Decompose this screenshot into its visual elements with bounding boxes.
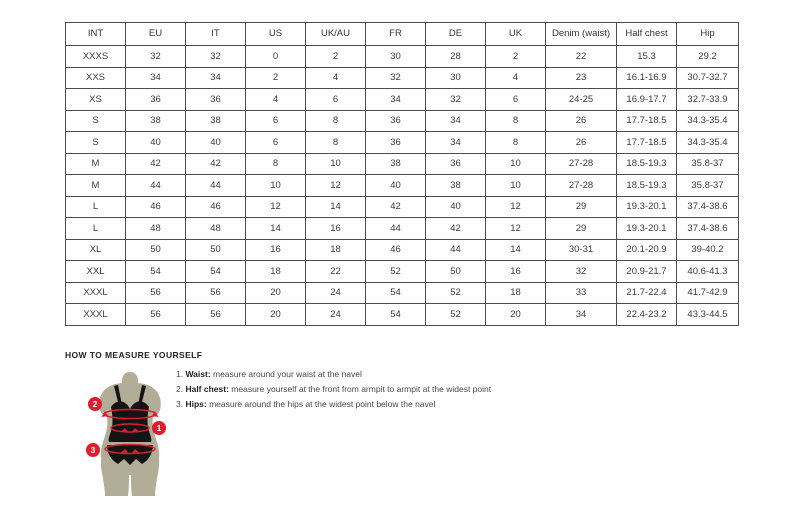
size-value-cell: 16.1-16.9: [617, 67, 677, 89]
size-value-cell: 34.3-35.4: [677, 132, 739, 154]
size-value-cell: 34: [546, 304, 617, 326]
measure-step: [176, 369, 491, 379]
size-value-cell: 24: [306, 304, 366, 326]
step-text: measure around the hips at the widest point below the navel: [206, 399, 436, 409]
size-value-cell: 2: [486, 46, 546, 68]
size-value-cell: 34: [426, 132, 486, 154]
size-label-cell: XXXL: [66, 282, 126, 304]
size-value-cell: 21.7-22.4: [617, 282, 677, 304]
size-value-cell: 27-28: [546, 175, 617, 197]
size-label-cell: XXS: [66, 67, 126, 89]
size-value-cell: 34: [426, 110, 486, 132]
size-value-cell: 8: [306, 110, 366, 132]
table-row: [66, 132, 739, 154]
size-value-cell: 18.5-19.3: [617, 175, 677, 197]
size-value-cell: 28: [426, 46, 486, 68]
size-value-cell: 22.4-23.2: [617, 304, 677, 326]
size-label-cell: S: [66, 110, 126, 132]
column-header: US: [246, 23, 306, 46]
size-value-cell: 40.6-41.3: [677, 261, 739, 283]
size-value-cell: 16.9-17.7: [617, 89, 677, 111]
table-row: [66, 175, 739, 197]
table-row: [66, 239, 739, 261]
size-value-cell: 6: [486, 89, 546, 111]
size-label-cell: M: [66, 175, 126, 197]
size-value-cell: 38: [186, 110, 246, 132]
size-value-cell: 17.7-18.5: [617, 132, 677, 154]
size-value-cell: 36: [126, 89, 186, 111]
table-row: [66, 218, 739, 240]
table-row: [66, 67, 739, 89]
size-value-cell: 46: [186, 196, 246, 218]
measure-step: [176, 399, 491, 409]
size-value-cell: 19.3-20.1: [617, 196, 677, 218]
measure-steps-list: [176, 369, 491, 414]
size-value-cell: 42: [426, 218, 486, 240]
step-label: Hips:: [185, 399, 207, 409]
size-value-cell: 12: [486, 196, 546, 218]
size-value-cell: 20: [486, 304, 546, 326]
size-value-cell: 35.8-37: [677, 175, 739, 197]
size-value-cell: 32: [366, 67, 426, 89]
size-value-cell: 2: [246, 67, 306, 89]
size-value-cell: 34.3-35.4: [677, 110, 739, 132]
size-value-cell: 40: [366, 175, 426, 197]
size-value-cell: 41.7-42.9: [677, 282, 739, 304]
badge-hip-number: 3: [90, 445, 96, 455]
size-value-cell: 10: [486, 175, 546, 197]
size-value-cell: 2: [306, 46, 366, 68]
size-value-cell: 26: [546, 132, 617, 154]
size-value-cell: 34: [186, 67, 246, 89]
column-header: FR: [366, 23, 426, 46]
size-value-cell: 14: [486, 239, 546, 261]
size-value-cell: 12: [306, 175, 366, 197]
size-value-cell: 46: [126, 196, 186, 218]
size-value-cell: 38: [426, 175, 486, 197]
size-value-cell: 38: [366, 153, 426, 175]
size-value-cell: 18.5-19.3: [617, 153, 677, 175]
size-value-cell: 17.7-18.5: [617, 110, 677, 132]
size-value-cell: 16: [486, 261, 546, 283]
size-value-cell: 29: [546, 196, 617, 218]
measure-section-title: HOW TO MEASURE YOURSELF: [65, 350, 203, 360]
size-value-cell: 20: [246, 282, 306, 304]
size-value-cell: 44: [426, 239, 486, 261]
size-value-cell: 52: [366, 261, 426, 283]
size-label-cell: L: [66, 196, 126, 218]
size-value-cell: 32: [426, 89, 486, 111]
size-value-cell: 34: [126, 67, 186, 89]
column-header: UK: [486, 23, 546, 46]
size-value-cell: 42: [366, 196, 426, 218]
size-value-cell: 56: [186, 282, 246, 304]
size-value-cell: 20.9-21.7: [617, 261, 677, 283]
size-value-cell: 50: [186, 239, 246, 261]
size-value-cell: 6: [246, 132, 306, 154]
size-value-cell: 54: [186, 261, 246, 283]
size-value-cell: 8: [486, 132, 546, 154]
size-label-cell: XS: [66, 89, 126, 111]
size-value-cell: 29: [546, 218, 617, 240]
badge-chest-number: 2: [92, 399, 98, 409]
size-value-cell: 10: [486, 153, 546, 175]
size-value-cell: 29.2: [677, 46, 739, 68]
size-value-cell: 10: [246, 175, 306, 197]
size-value-cell: 40: [186, 132, 246, 154]
size-value-cell: 42: [126, 153, 186, 175]
size-value-cell: 36: [366, 132, 426, 154]
size-value-cell: 56: [186, 304, 246, 326]
column-header: IT: [186, 23, 246, 46]
table-row: [66, 304, 739, 326]
size-value-cell: 42: [186, 153, 246, 175]
column-header: Denim (waist): [546, 23, 617, 46]
column-header: DE: [426, 23, 486, 46]
size-label-cell: XXL: [66, 261, 126, 283]
size-value-cell: 8: [246, 153, 306, 175]
step-label: Half chest:: [185, 384, 229, 394]
size-value-cell: 16: [306, 218, 366, 240]
size-value-cell: 56: [126, 282, 186, 304]
size-label-cell: M: [66, 153, 126, 175]
step-number: 3.: [176, 399, 186, 409]
table-row: [66, 89, 739, 111]
size-value-cell: 4: [246, 89, 306, 111]
size-value-cell: 32: [186, 46, 246, 68]
size-value-cell: 30-31: [546, 239, 617, 261]
size-value-cell: 20: [246, 304, 306, 326]
badge-waist-number: 1: [156, 423, 162, 433]
size-value-cell: 30: [366, 46, 426, 68]
table-row: [66, 153, 739, 175]
size-value-cell: 4: [486, 67, 546, 89]
size-value-cell: 37.4-38.6: [677, 218, 739, 240]
size-value-cell: 44: [366, 218, 426, 240]
size-value-cell: 6: [306, 89, 366, 111]
size-value-cell: 8: [306, 132, 366, 154]
size-value-cell: 23: [546, 67, 617, 89]
step-text: measure around your waist at the navel: [210, 369, 362, 379]
column-header: Hip: [677, 23, 739, 46]
size-value-cell: 30: [426, 67, 486, 89]
table-row: [66, 261, 739, 283]
size-label-cell: XL: [66, 239, 126, 261]
size-value-cell: 54: [366, 282, 426, 304]
column-header: EU: [126, 23, 186, 46]
table-row: [66, 110, 739, 132]
size-value-cell: 4: [306, 67, 366, 89]
size-value-cell: 14: [306, 196, 366, 218]
size-value-cell: 30.7-32.7: [677, 67, 739, 89]
size-value-cell: 38: [126, 110, 186, 132]
table-row: [66, 196, 739, 218]
size-label-cell: S: [66, 132, 126, 154]
size-value-cell: 32.7-33.9: [677, 89, 739, 111]
size-value-cell: 50: [126, 239, 186, 261]
size-value-cell: 36: [366, 110, 426, 132]
size-value-cell: 12: [486, 218, 546, 240]
size-value-cell: 44: [186, 175, 246, 197]
table-row: [66, 46, 739, 68]
size-value-cell: 22: [546, 46, 617, 68]
size-value-cell: 15.3: [617, 46, 677, 68]
size-value-cell: 33: [546, 282, 617, 304]
column-header: UK/AU: [306, 23, 366, 46]
size-value-cell: 50: [426, 261, 486, 283]
size-value-cell: 24-25: [546, 89, 617, 111]
size-value-cell: 14: [246, 218, 306, 240]
size-value-cell: 52: [426, 304, 486, 326]
size-value-cell: 35.8-37: [677, 153, 739, 175]
size-value-cell: 6: [246, 110, 306, 132]
size-value-cell: 12: [246, 196, 306, 218]
size-value-cell: 48: [186, 218, 246, 240]
size-value-cell: 43.3-44.5: [677, 304, 739, 326]
size-value-cell: 24: [306, 282, 366, 304]
size-value-cell: 36: [186, 89, 246, 111]
size-value-cell: 20.1-20.9: [617, 239, 677, 261]
size-value-cell: 40: [426, 196, 486, 218]
size-value-cell: 32: [546, 261, 617, 283]
step-number: 2.: [176, 384, 186, 394]
step-label: Waist:: [185, 369, 211, 379]
size-value-cell: 26: [546, 110, 617, 132]
size-value-cell: 19.3-20.1: [617, 218, 677, 240]
size-value-cell: 40: [126, 132, 186, 154]
size-value-cell: 27-28: [546, 153, 617, 175]
size-value-cell: 56: [126, 304, 186, 326]
size-label-cell: XXXL: [66, 304, 126, 326]
column-header: Half chest: [617, 23, 677, 46]
size-value-cell: 37.4-38.6: [677, 196, 739, 218]
size-value-cell: 22: [306, 261, 366, 283]
size-value-cell: 44: [126, 175, 186, 197]
size-value-cell: 52: [426, 282, 486, 304]
size-value-cell: 48: [126, 218, 186, 240]
size-conversion-table: [65, 22, 739, 326]
size-value-cell: 34: [366, 89, 426, 111]
size-value-cell: 18: [246, 261, 306, 283]
size-value-cell: 0: [246, 46, 306, 68]
size-value-cell: 18: [306, 239, 366, 261]
size-value-cell: 32: [126, 46, 186, 68]
measure-step: [176, 384, 491, 394]
size-value-cell: 54: [366, 304, 426, 326]
size-value-cell: 8: [486, 110, 546, 132]
size-table-header-row: [66, 23, 739, 46]
table-row: [66, 282, 739, 304]
step-number: 1.: [176, 369, 186, 379]
size-value-cell: 39-40.2: [677, 239, 739, 261]
size-value-cell: 54: [126, 261, 186, 283]
size-label-cell: XXXS: [66, 46, 126, 68]
size-value-cell: 18: [486, 282, 546, 304]
size-label-cell: L: [66, 218, 126, 240]
size-value-cell: 36: [426, 153, 486, 175]
column-header: INT: [66, 23, 126, 46]
size-value-cell: 16: [246, 239, 306, 261]
size-value-cell: 10: [306, 153, 366, 175]
size-value-cell: 46: [366, 239, 426, 261]
step-text: measure yourself at the front from armpit to armpit at the widest point: [228, 384, 492, 394]
